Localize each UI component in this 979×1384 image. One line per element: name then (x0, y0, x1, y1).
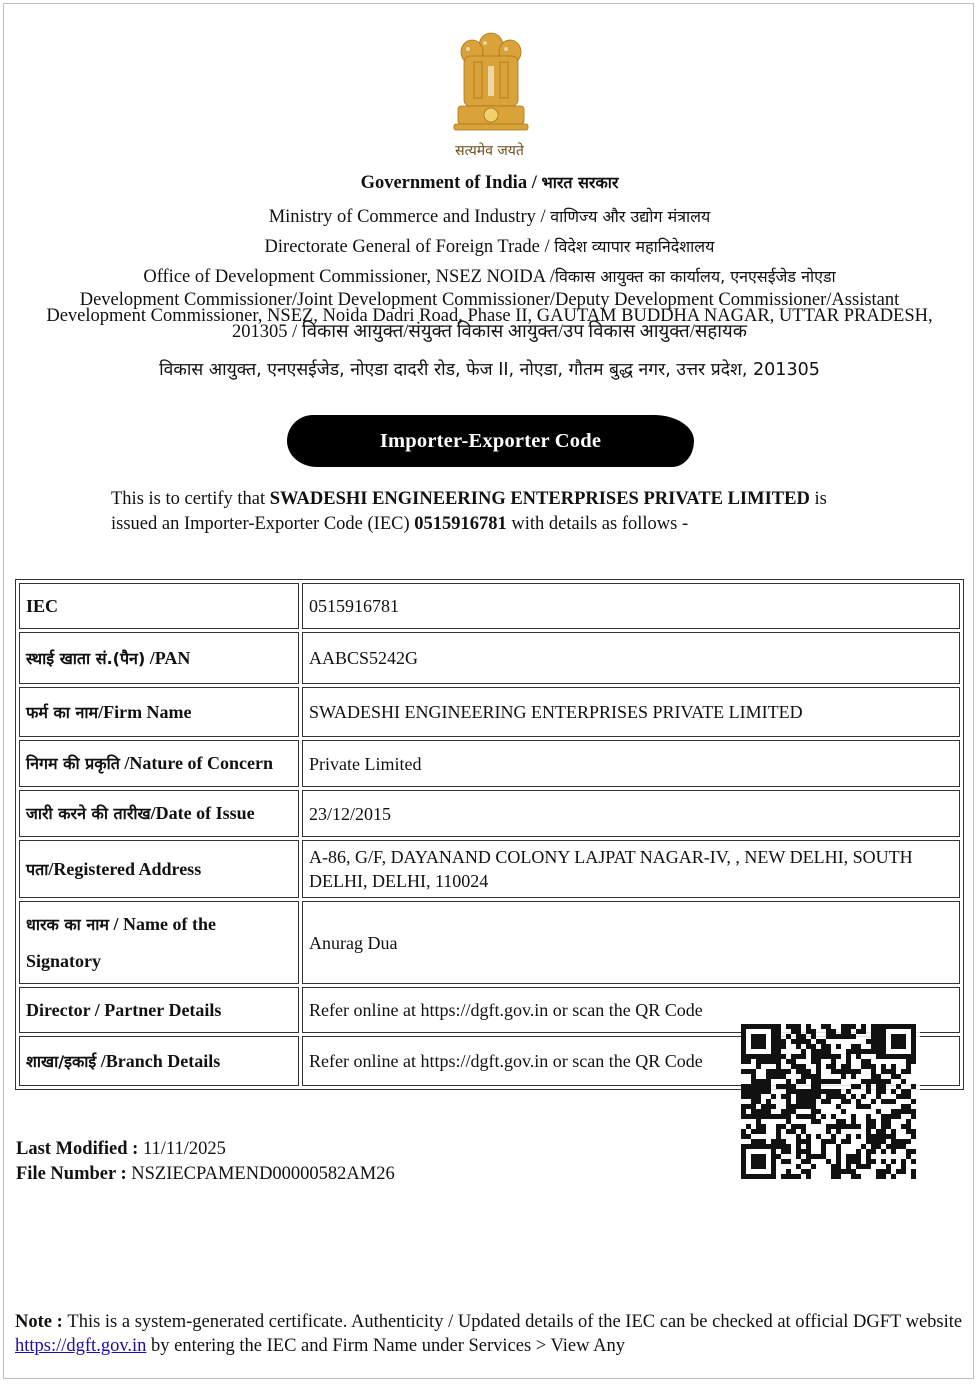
branch-label: शाखा/इकाई /Branch Details (19, 1036, 299, 1086)
signatory-label: धारक का नाम / Name of the Signatory (19, 901, 299, 984)
office-address-hindi: विकास आयुक्त, एनएसईजेड, नोएडा दादरी रोड, फेज II, नोएडा, गौतम बुद्ध नगर, उत्तर प्रदेश, 201305 (159, 360, 820, 380)
firm-name-label: फर्म का नाम/Firm Name (19, 687, 299, 737)
director-label: Director / Partner Details (19, 987, 299, 1033)
last-modified: Last Modified : 11/11/2025 (16, 1139, 226, 1159)
dgft-link[interactable]: https://dgft.gov.in (15, 1336, 147, 1356)
office-address-english: Development Commissioner/Joint Development Commissioner/Deputy Development Commissioner/Assistant Development Commissioner, NSEZ, Noida Dadri Road, Phase II, GAUTAM BUDDHA NAGAR, UTTAR PRADESH, 201305 / विकास आयुक्त/संयुक्त विकास आयुक्त/उप विकास आयुक्त/सहायक (46, 290, 933, 342)
issue-date-value: 23/12/2015 (302, 790, 960, 837)
table-row (19, 632, 960, 684)
pan-value: AABCS5242G (302, 632, 960, 684)
address-value: A-86, G/F, DAYANAND COLONY LAJPAT NAGAR-IV, , NEW DELHI, SOUTH DELHI, DELHI, 110024 (302, 840, 960, 898)
ministry-line: Ministry of Commerce and Industry / वाणिज्य और उद्योग मंत्रालय (268, 207, 711, 227)
nature-value: Private Limited (302, 740, 960, 787)
issue-date-label: जारी करने की तारीख/Date of Issue (19, 790, 299, 837)
table-row (19, 901, 960, 984)
file-number: File Number : NSZIECPAMEND00000582AM26 (16, 1163, 395, 1184)
signatory-value: Anurag Dua (302, 901, 960, 984)
footer-note: Note : This is a system-generated certificate. Authenticity / Updated details of the IEC can be checked at official DGFT website https://dgft.gov.in by entering the IEC and Firm Name under Services > View Any (15, 1312, 963, 1356)
pan-label: स्थाई खाता सं.(पैन) /PAN (19, 632, 299, 684)
director-value: Refer online at https://dgft.gov.in or scan the QR Code (302, 987, 960, 1033)
document-title: Importer-Exporter Code (287, 415, 694, 467)
qr-code-icon[interactable] (741, 1024, 920, 1179)
firm-name-value: SWADESHI ENGINEERING ENTERPRISES PRIVATE LIMITED (302, 687, 960, 737)
branch-value: Refer online at https://dgft.gov.in or scan the QR Code (302, 1036, 960, 1086)
table-row (19, 740, 960, 787)
iec-number: 0515916781 (414, 513, 507, 534)
office-line: Office of Development Commissioner, NSEZ NOIDA /विकास आयुक्त का कार्यालय, एनएसईजेड नोएडा (143, 267, 836, 287)
iec-value: 0515916781 (302, 583, 960, 629)
firm-name: SWADESHI ENGINEERING ENTERPRISES PRIVATE LIMITED (269, 489, 810, 509)
table-row (19, 687, 960, 737)
table-row (19, 840, 960, 898)
table-row (19, 583, 960, 629)
details-table (15, 579, 964, 1090)
certification-statement: This is to certify that SWADESHI ENGINEERING ENTERPRISES PRIVATE LIMITED is issued an Importer-Exporter Code (IEC) 0515916781 with details as follows - (111, 489, 827, 534)
nature-label: निगम की प्रकृति /Nature of Concern (19, 740, 299, 787)
document-meta (16, 1137, 395, 1186)
address-label: पता/Registered Address (19, 840, 299, 898)
dgft-line: Directorate General of Foreign Trade / विदेश व्यापार महानिदेशालय (264, 237, 715, 257)
national-emblem-icon (444, 30, 538, 142)
table-row (19, 790, 960, 837)
government-line: Government of India / भारत सरकार (360, 173, 619, 193)
iec-label: IEC (19, 583, 299, 629)
emblem-motto: सत्यमेव जयते (455, 143, 524, 159)
